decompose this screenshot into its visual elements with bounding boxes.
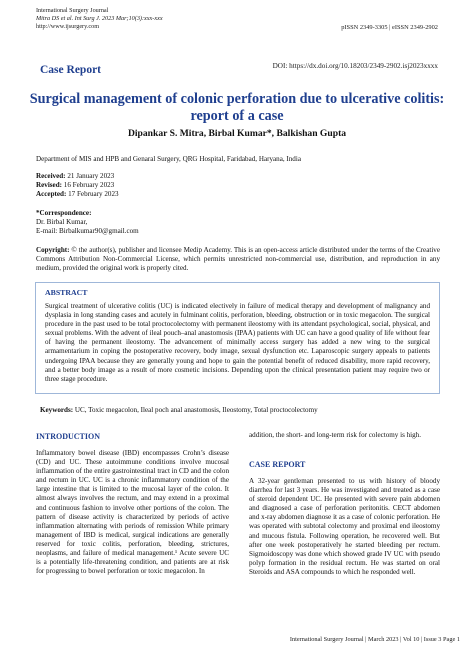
copyright-label: Copyright:: [36, 246, 70, 254]
revised-date: Revised: 16 February 2023: [36, 181, 115, 190]
correspondence: [36, 209, 139, 236]
abstract-heading: ABSTRACT: [45, 288, 88, 297]
article-type: Case Report: [40, 64, 101, 76]
title-line-2: report of a case: [190, 108, 284, 124]
case-report-heading: CASE REPORT: [249, 460, 306, 469]
accepted-date: Accepted: 17 February 2023: [36, 190, 119, 199]
correspondence-name: Dr. Birbal Kumar,: [36, 218, 88, 227]
copyright-text: © the author(s), publisher and licensee Medip Academy. This is an open-access article distributed under the terms of the Creative Commons Attribution Non-Commercial License, which permits unrestricted non-commercial use, distribution, and reproduction in any medium, provided the original work is properly cited.: [36, 246, 440, 273]
article-title: [22, 91, 452, 125]
journal-name: International Surgery Journal: [36, 7, 109, 14]
abstract-text: Surgical treatment of ulcerative colitis (UC) is indicated electively in failure of medical therapy and development of malignancy and dysplasia in long standing cases and acutely in fulminant colitis, perforation, bleeding, obstruction or in toxic megacolon. The surgical procedure in the past used to be total proctocolectomy with permanent ileostomy with its attendant psychological, social, physical, and sexual problems. With the advent of ileal pouch–anal anastomosis (IPAA) patients with UC can have a good quality of life without fear of having the permanent ileostomy. The advancement of minimally access surgery has added a new wing to the surgical armamentarium in coping the postoperative recovery, body image, sexual dysfunction etc. Laparoscopic surgery appeals to patients undergoing IPAA because they are generally young and hope to gain the potential benefit of reduced disability, more rapid recovery, and a better body image as a result of more cosmetic incisions. Depending upon the clinical presentation patient may require two or three stage procedure.: [45, 302, 430, 383]
abstract-box: [35, 282, 440, 394]
doi-link[interactable]: DOI: https://dx.doi.org/10.18203/2349-2902.isj2023xxxx: [272, 62, 438, 70]
received-date: Received: 21 January 2023: [36, 172, 115, 180]
issn-line: pISSN 2349-3305 | eISSN 2349-2902: [341, 24, 438, 31]
author-list: Dipankar S. Mitra, Birbal Kumar*, Balkishan Gupta: [127, 128, 347, 139]
introduction-text: Inflammatory bowel disease (IBD) encompasses Crohn’s disease (CD) and UC. These autoimmune conditions involve mucosal inflammation of the entire gastrointestinal tract in CD and the colon and rectum in UC. UC is a chronic inflammatory condition of the large intestine that is limited to the mucosal layer of the colon. It almost always involves the rectum, and may extend in a proximal and continuous fashion to involve other portions of the colon. The pattern of disease activity is characterized by periods of active inflammation alternating with periods of remission While primary management of IBD is medical, surgical indications are generally reserved for toxic colitis, perforation, bleeding, strictures, neoplasms, and failure of medical management.¹ Acute severe UC is a potentially life-threatening condition, and patients are at risk for progressing to bowel perforation or toxic megacolon. In: [36, 449, 229, 576]
affiliation: Department of MIS and HPB and Genaral Surgery, QRG Hospital, Faridabad, Haryana, India: [36, 155, 301, 163]
copyright-notice: [36, 246, 440, 273]
right-column-continuation: addition, the short- and long-term risk for colectomy is high.: [249, 431, 421, 439]
keywords: [40, 406, 318, 415]
correspondence-email[interactable]: E-mail: Birbalkumar90@gmail.com: [36, 227, 139, 236]
case-report-text: A 32-year gentleman presented to us with history of bloody diarrhea for last 3 years. He was investigated and treated as a case of steroid dependent UC. He presented with severe pain abdomen and diagnosed a case of perforation peritonitis. CECT abdomen and x-ray abdomen diagnose it as a case of colonic perforation. He was operated with subtotal colectomy and proximal end ileostomy and mucous fistula. Following operation, he recovered well. But after one week postoperatively he started bleeding per rectum. Sigmoidoscopy was done which showed grade IV UC with pseudo polyp formation in the residual rectum. He was started on oral Steroids and ASA compounds to which he responded well.: [249, 477, 440, 576]
introduction-heading: INTRODUCTION: [36, 432, 101, 441]
journal-url[interactable]: http://www.ijsurgery.com: [36, 23, 100, 30]
page-footer: International Surgery Journal | March 2023 | Vol 10 | Issue 3 Page 1: [289, 636, 460, 643]
keywords-label: Keywords:: [40, 406, 74, 414]
title-line-1: Surgical management of colonic perforation due to ulcerative colitis:: [29, 91, 445, 107]
journal-citation: Mitra DS et al. Int Surg J. 2023 Mar;10(3):xxx-xxx: [36, 15, 163, 22]
keywords-text: UC, Toxic megacolon, Ileal poch anal anastomosis, Ileostomy, Total proctocolectomy: [74, 406, 318, 414]
article-dates: [36, 172, 119, 199]
correspondence-label: *Correspondence:: [36, 209, 92, 217]
